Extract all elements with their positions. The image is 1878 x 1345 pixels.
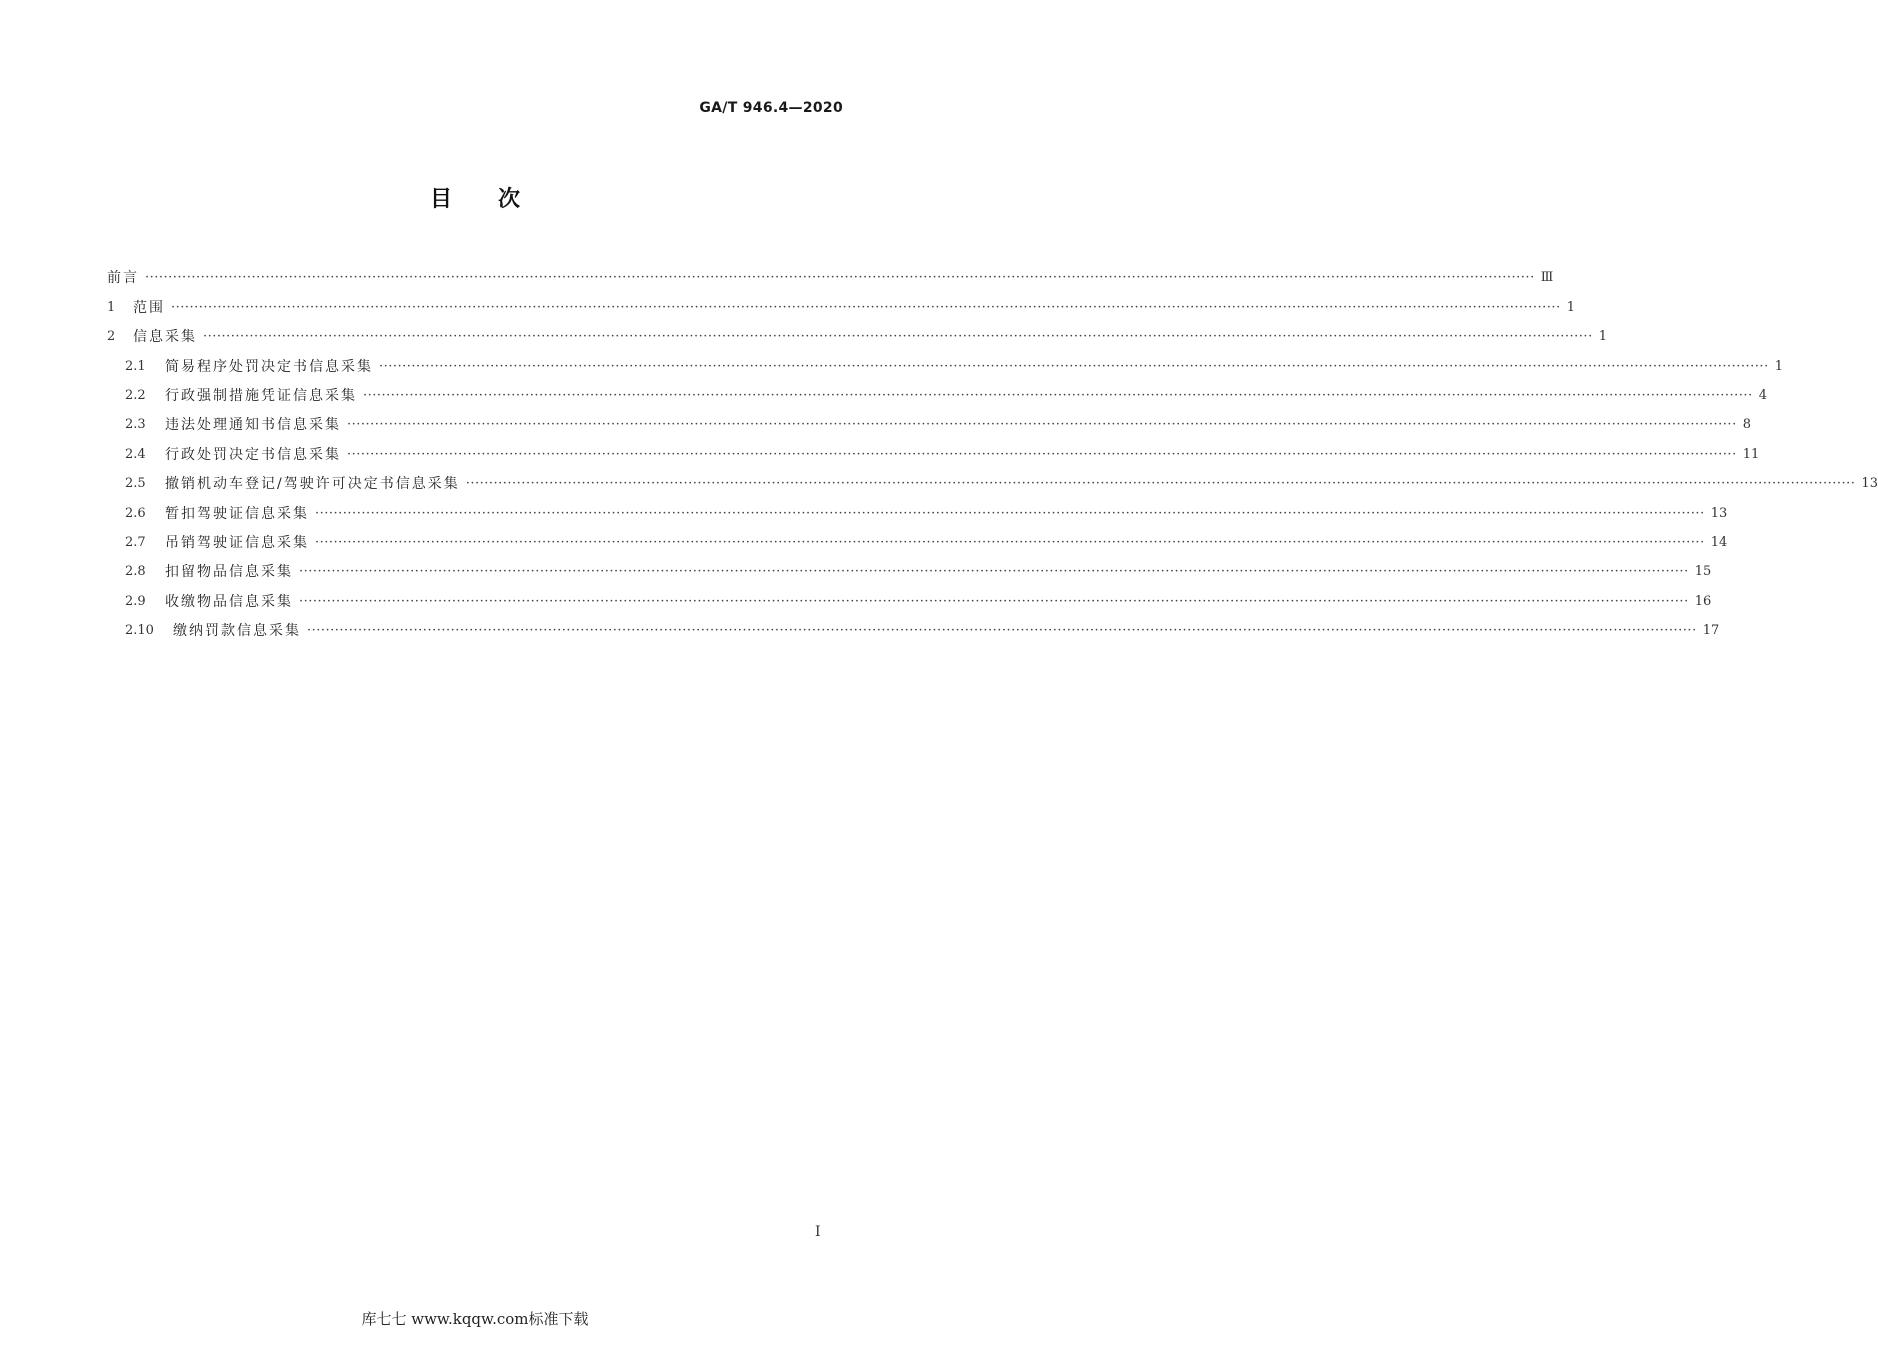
toc-leader-dots: ············································································································································································································································································································ xyxy=(347,446,1737,462)
toc-leader-dots: ············································································································································································································································································································ xyxy=(145,270,1535,286)
page-title: 目次 xyxy=(429,187,566,212)
toc-entry-2-1[interactable] xyxy=(107,347,1783,376)
toc-entry-number: 2.9 xyxy=(125,593,146,609)
page-number: I xyxy=(815,1224,821,1240)
toc-entry-2-10[interactable] xyxy=(107,612,1720,641)
toc-entry-label: 信息采集 xyxy=(133,329,197,346)
standard-code: GA/T 946.4—2020 xyxy=(699,100,843,116)
toc-entry-info-collection[interactable] xyxy=(107,318,1607,347)
toc-entry-page: 14 xyxy=(1710,534,1728,550)
toc-entry-page: 13 xyxy=(1861,476,1878,492)
toc-entry-page: 16 xyxy=(1694,593,1712,609)
toc-entry-number: 2.3 xyxy=(125,417,146,433)
toc-entry-label: 前言 xyxy=(107,270,139,287)
toc-entry-page: 17 xyxy=(1702,623,1720,639)
toc-leader-dots: ············································································································································································································································································································ xyxy=(347,417,1737,433)
toc-entry-page: 1 xyxy=(1566,299,1575,315)
toc-entry-label: 暂扣驾驶证信息采集 xyxy=(165,505,309,522)
toc-entry-page: Ⅲ xyxy=(1540,270,1554,286)
toc-entry-2-5[interactable] xyxy=(107,465,1878,494)
toc-entry-label: 范围 xyxy=(133,299,165,316)
toc-entry-foreword[interactable] xyxy=(107,259,1554,288)
toc-leader-dots: ············································································································································································································································································································ xyxy=(315,534,1705,550)
toc-entry-page: 4 xyxy=(1758,387,1767,403)
toc-entry-number: 2.2 xyxy=(125,387,146,403)
toc-entry-page: 15 xyxy=(1694,564,1712,580)
toc-entry-label: 行政处罚决定书信息采集 xyxy=(165,446,341,463)
toc-entry-2-4[interactable] xyxy=(107,435,1760,464)
toc-leader-dots: ············································································································································································································································································································ xyxy=(363,387,1753,403)
toc-entry-2-3[interactable] xyxy=(107,406,1751,435)
toc-entry-number: 2.4 xyxy=(125,446,146,462)
toc-entry-number: 2.5 xyxy=(125,476,146,492)
toc-entry-number: 2.6 xyxy=(125,505,146,521)
toc-entry-2-9[interactable] xyxy=(107,582,1712,611)
toc-entry-number: 2.7 xyxy=(125,534,146,550)
toc-entry-page: 13 xyxy=(1710,505,1728,521)
toc-leader-dots: ············································································································································································································································································································ xyxy=(379,358,1769,374)
toc-entry-number: 2.10 xyxy=(125,623,154,639)
toc-entry-number: 2.8 xyxy=(125,564,146,580)
toc-entry-page: 1 xyxy=(1774,358,1783,374)
toc-leader-dots: ············································································································································································································································································································ xyxy=(315,505,1705,521)
toc-entry-label: 缴纳罚款信息采集 xyxy=(173,623,301,640)
toc-entry-label: 收缴物品信息采集 xyxy=(165,593,293,610)
table-of-contents xyxy=(107,259,1878,641)
toc-entry-label: 简易程序处罚决定书信息采集 xyxy=(165,358,373,375)
toc-leader-dots: ············································································································································································································································································································ xyxy=(299,593,1689,609)
toc-entry-page: 11 xyxy=(1742,446,1760,462)
toc-entry-label: 撤销机动车登记/驾驶许可决定书信息采集 xyxy=(165,476,460,493)
toc-entry-label: 扣留物品信息采集 xyxy=(165,564,293,581)
toc-entry-label: 违法处理通知书信息采集 xyxy=(165,417,341,434)
watermark-text: 库七七 www.kqqw.com标准下载 xyxy=(361,1310,589,1328)
toc-entry-number: 2.1 xyxy=(125,358,146,374)
toc-entry-2-7[interactable] xyxy=(107,524,1728,553)
toc-entry-number: 2 xyxy=(107,329,116,345)
toc-entry-page: 1 xyxy=(1598,329,1607,345)
toc-entry-2-2[interactable] xyxy=(107,377,1767,406)
toc-leader-dots: ············································································································································································································································································································ xyxy=(307,623,1697,639)
toc-leader-dots: ············································································································································································································································································································ xyxy=(465,476,1856,492)
toc-entry-2-6[interactable] xyxy=(107,494,1728,523)
toc-leader-dots: ············································································································································································································································································································ xyxy=(203,329,1593,345)
toc-entry-number: 1 xyxy=(107,299,116,315)
toc-leader-dots: ············································································································································································································································································································ xyxy=(299,564,1689,580)
toc-entry-label: 行政强制措施凭证信息采集 xyxy=(165,387,357,404)
toc-leader-dots: ············································································································································································································································································································ xyxy=(171,299,1561,315)
toc-entry-page: 8 xyxy=(1742,417,1751,433)
toc-entry-2-8[interactable] xyxy=(107,553,1712,582)
toc-entry-scope[interactable] xyxy=(107,288,1575,317)
toc-entry-label: 吊销驾驶证信息采集 xyxy=(165,534,309,551)
